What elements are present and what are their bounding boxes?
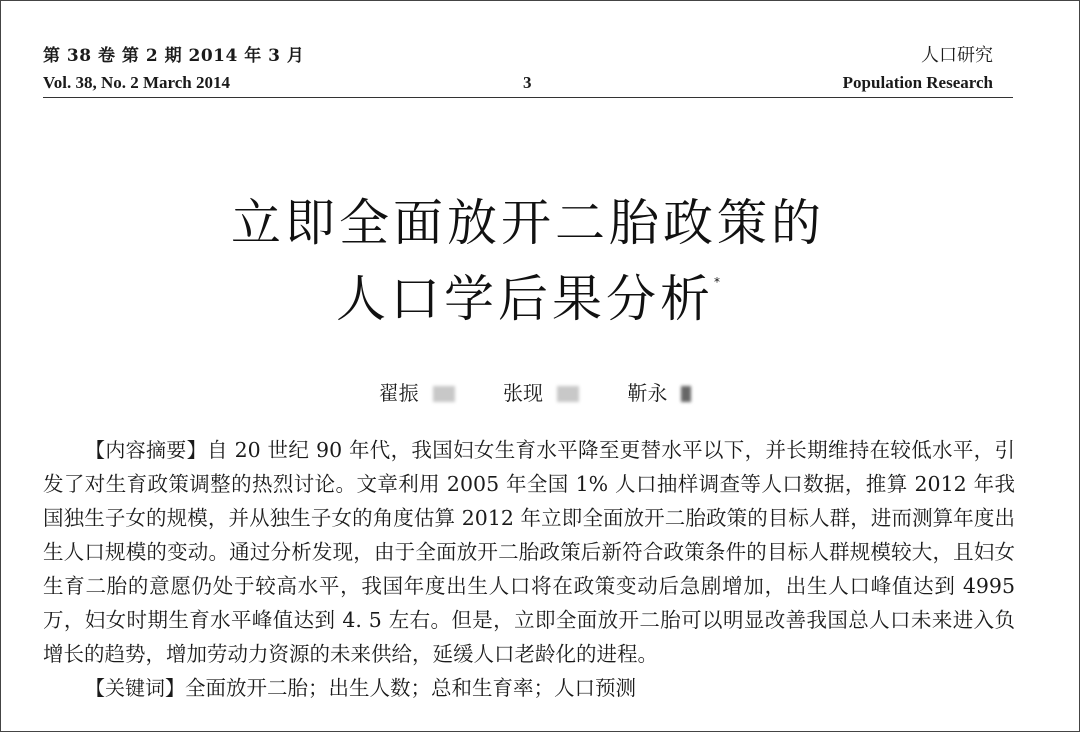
keywords-text: 全面放开二胎；出生人数；总和生育率；人口预测 <box>185 676 636 700</box>
header-rule <box>43 97 1013 98</box>
issue-info-en: Vol. 38, No. 2 March 2014 <box>43 73 230 92</box>
author: 靳永 <box>613 377 691 406</box>
abstract <box>43 433 1015 671</box>
redaction-blur <box>681 386 691 402</box>
page-number: 3 <box>523 73 532 92</box>
journal-name-en: Population Research <box>842 73 993 92</box>
keywords <box>43 671 1015 705</box>
author: 翟振 <box>365 377 455 406</box>
footnote-mark: * <box>714 275 720 289</box>
abstract-text: 自 20 世纪 90 年代，我国妇女生育水平降至更替水平以下，并长期维持在较低水平，引发了对生育政策调整的热烈讨论。文章利用 2005 年全国 1% 人口抽样调查等人口数据，推算 2012 年我国独生子女的规模，并从独生子女的角度估算 2012 年立即全面放开二胎政策的目标人群，进而测算年度出生人口规模的变动。通过分析发现，由于全面放开二胎政策后新符合政策条件的目标人群规模较大，且妇女生育二胎的意愿仍处于较高水平，我国年度出生人口将在政策变动后急剧增加，出生人口峰值达到 4995 万，妇女时期生育水平峰值达到 4. 5 左右。但是，立即全面放开二胎可以明显改善我国总人口未来进入负增长的趋势，增加劳动力资源的未来供给，延缓人口老龄化的进程。 <box>43 438 1016 666</box>
keywords-label: 【关键词】 <box>85 676 185 700</box>
abstract-label: 【内容摘要】 <box>85 438 207 462</box>
journal-name-cn: 人口研究 <box>921 45 993 66</box>
redaction-blur <box>433 386 455 402</box>
author-list <box>1 377 1055 406</box>
author: 张现 <box>489 377 579 406</box>
paper-title-line1: 立即全面放开二胎政策的 <box>231 194 825 252</box>
redaction-blur <box>557 386 579 402</box>
abstract-block <box>43 433 1015 705</box>
paper-title-line2: 人口学后果分析* <box>336 270 720 328</box>
issue-info-cn: 第 38 卷 第 2 期 2014 年 3 月 <box>43 46 305 66</box>
